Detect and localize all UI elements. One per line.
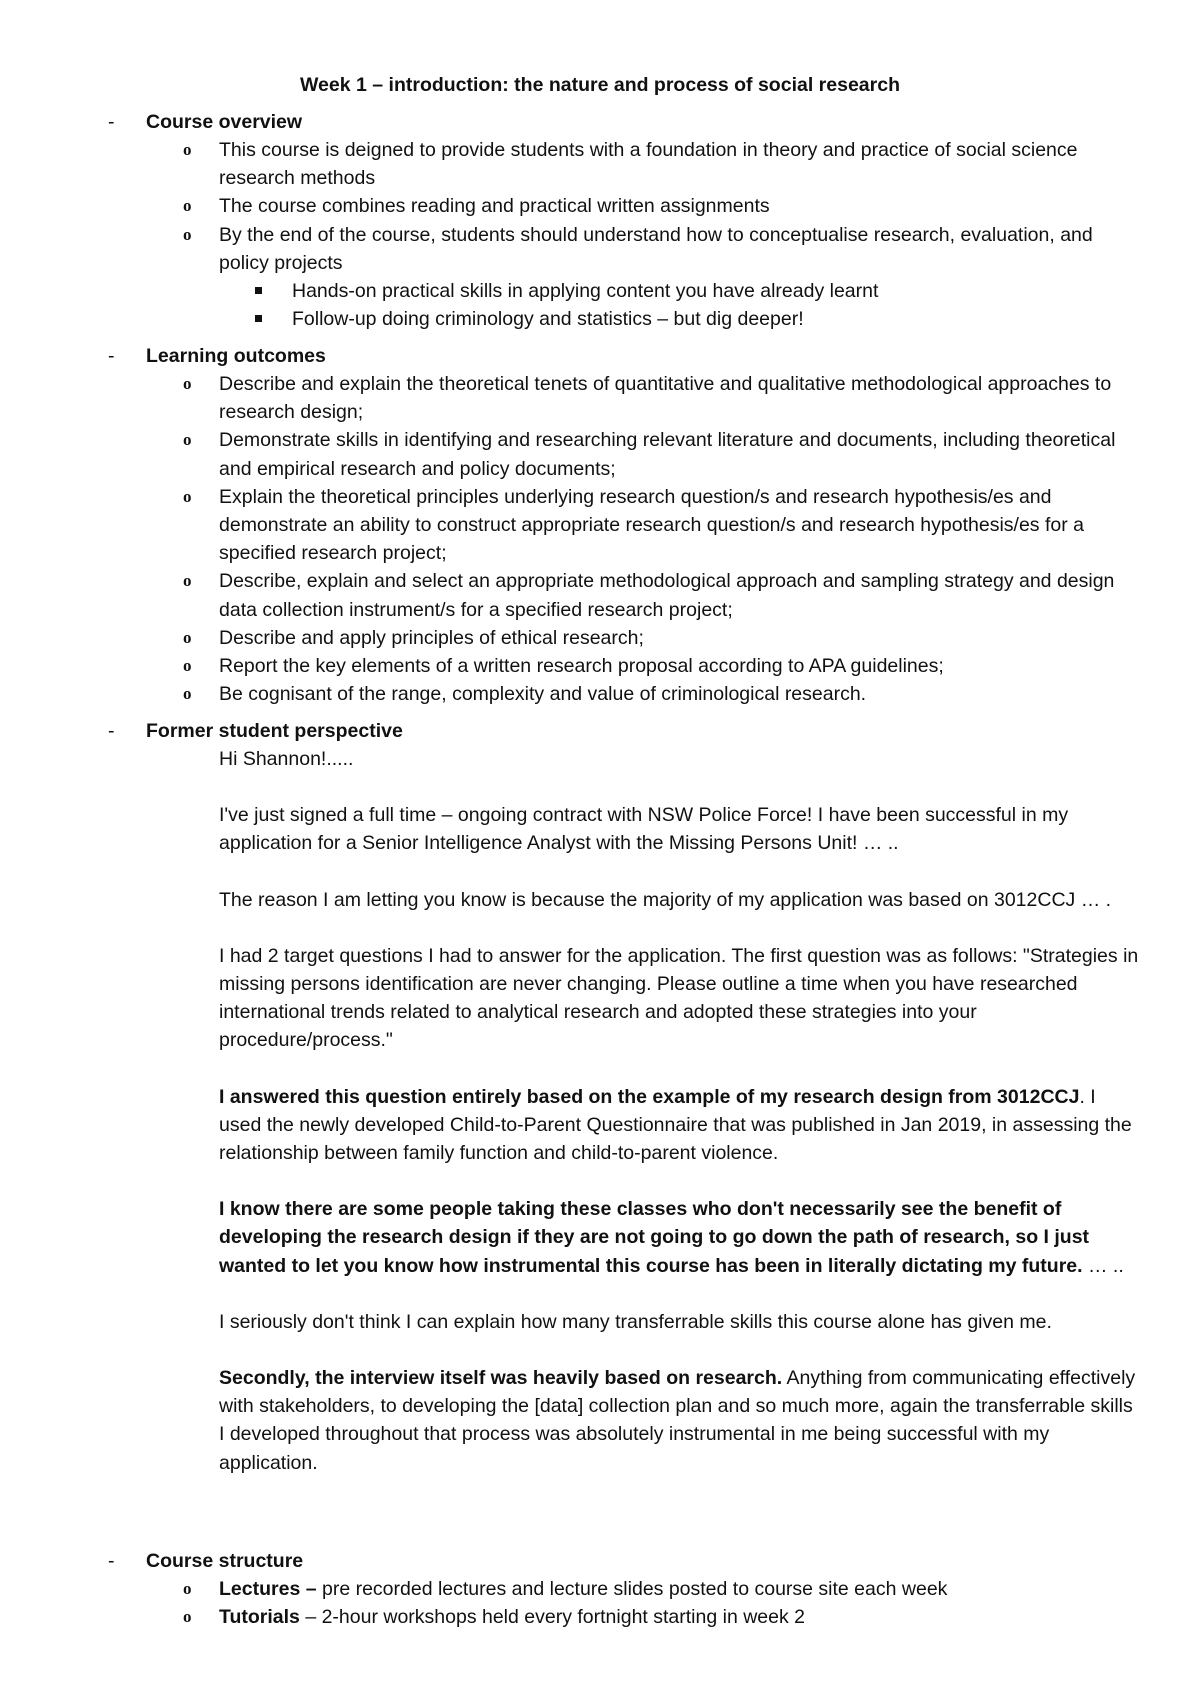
section-label: Learning outcomes xyxy=(146,345,326,367)
circle-bullet: o xyxy=(183,684,192,704)
list-item-heading: Tutorials xyxy=(219,1606,300,1629)
list-item-text: – 2-hour workshops held every fortnight starting in week 2 xyxy=(299,1606,806,1629)
section-course-structure xyxy=(0,1547,1200,1631)
list-item xyxy=(0,426,1200,482)
body-text: . I used the newly developed Child-to-Parent Questionnaire that was published in Jan 2019, in assessing the relationship between family function and child-to-parent violence. xyxy=(219,1085,1132,1165)
body-text: Anything from communicating effectively with stakeholders, to developing the [data] collection plan and so much more, again the transferrable skills I developed throughout that process was absolutely instrumental in me being successful with my application. xyxy=(219,1367,1136,1474)
circle-bullet: o xyxy=(183,374,192,393)
circle-bullet: o xyxy=(183,1579,192,1598)
sub-bullet-list xyxy=(0,277,1200,333)
section-label: Course structure xyxy=(146,1550,304,1572)
list-item-heading: Lectures – xyxy=(219,1578,317,1600)
sub-list-item-text: Hands-on practical skills in applying content you have already learnt xyxy=(292,280,879,303)
section-former-student-perspective xyxy=(0,717,1200,1477)
section-course-overview xyxy=(0,108,1200,333)
letter-paragraph xyxy=(219,1364,1140,1477)
emphasis-text: I know there are some people taking these classes who don't necessarily see the benefit of developing the research design if they are not going to go down the path of research, so I just wanted to let you know how instrumental this course has been in literally dictating my future. xyxy=(219,1198,1090,1277)
list-item xyxy=(0,136,1200,192)
list-item-text: Describe and explain the theoretical tenets of quantitative and qualitative methodological approaches to research design; xyxy=(219,373,1112,424)
circle-bullet: o xyxy=(183,656,192,676)
list-item-text: Describe, explain and select an appropriate methodological approach and sampling strategy and design data collection instrument/s for a specified research project; xyxy=(219,570,1115,621)
bullet-list xyxy=(0,136,1200,277)
list-item-text: Describe and apply principles of ethical research; xyxy=(219,626,644,649)
section-label: Course overview xyxy=(146,111,303,133)
letter-paragraph: I've just signed a full time – ongoing contract with NSW Police Force! I have been successful in my application for a Senior Intelligence Analyst with the Missing Persons Unit! … .. xyxy=(219,804,1069,855)
sub-list-item xyxy=(0,277,1200,305)
circle-bullet: o xyxy=(183,224,192,244)
list-item-text: By the end of the course, students should understand how to conceptualise research, evaluation, and policy projects xyxy=(219,223,1093,274)
letter-paragraph: The reason I am letting you know is because the majority of my application was based on 3012CCJ … . xyxy=(219,888,1112,911)
list-item-text: Demonstrate skills in identifying and researching relevant literature and documents, including theoretical and empirical research and policy documents; xyxy=(219,429,1116,480)
letter-paragraph xyxy=(219,1195,1140,1280)
list-item-text: Be cognisant of the range, complexity and value of criminological research. xyxy=(219,683,867,706)
circle-bullet: o xyxy=(183,571,192,591)
page-title: Week 1 – introduction: the nature and process of social research xyxy=(300,74,900,96)
section-heading xyxy=(0,717,1200,745)
circle-bullet: o xyxy=(183,430,192,450)
list-item-text: This course is deigned to provide students with a foundation in theory and practice of social science research methods xyxy=(219,139,1078,190)
section-heading xyxy=(0,1547,1200,1575)
circle-bullet: o xyxy=(183,1607,192,1627)
quoted-letter xyxy=(0,745,1200,1477)
section-learning-outcomes xyxy=(0,342,1200,708)
dash-bullet: - xyxy=(108,720,115,742)
bullet-list xyxy=(0,370,1200,708)
dash-bullet: - xyxy=(108,111,115,133)
list-item xyxy=(0,192,1200,220)
list-item xyxy=(0,567,1200,623)
letter-greeting: Hi Shannon!..... xyxy=(219,748,354,770)
list-item xyxy=(0,680,1200,708)
section-heading xyxy=(0,108,1200,136)
circle-bullet: o xyxy=(183,140,192,159)
circle-bullet: o xyxy=(183,486,192,506)
list-item-text: Explain the theoretical principles underlying research question/s and research hypothesis/es and demonstrate an ability to construct appropriate research question/s and research hypothesis/es for a specified research project; xyxy=(219,485,1084,565)
list-item xyxy=(0,483,1200,568)
emphasis-text: Secondly, the interview itself was heavily based on research. xyxy=(219,1367,783,1390)
section-label: Former student perspective xyxy=(146,720,403,742)
letter-paragraph: I had 2 target questions I had to answer for the application. The first question was as follows: "Strategies in missing persons identification are never changing. Please outline a time when you have researched international trends related to analytical research and adopted these strategies into your procedure/process." xyxy=(219,944,1139,1052)
list-item xyxy=(0,652,1200,680)
list-item xyxy=(0,1603,1200,1631)
dash-bullet: - xyxy=(108,345,115,367)
bullet-list xyxy=(0,1575,1200,1631)
letter-paragraph: I seriously don't think I can explain how many transferrable skills this course alone has given me. xyxy=(219,1310,1052,1333)
list-item-text: The course combines reading and practical written assignments xyxy=(219,195,770,218)
list-item xyxy=(0,624,1200,652)
letter-paragraph xyxy=(219,1083,1140,1168)
emphasis-text: I answered this question entirely based on the example of my research design from 3012CCJ xyxy=(219,1085,1080,1108)
circle-bullet: o xyxy=(183,627,192,647)
square-bullet xyxy=(255,315,262,322)
list-item xyxy=(0,221,1200,277)
circle-bullet: o xyxy=(183,196,192,216)
section-heading xyxy=(0,342,1200,370)
body-text: … .. xyxy=(1082,1254,1124,1277)
list-item xyxy=(0,370,1200,426)
sub-list-item xyxy=(0,305,1200,333)
list-item xyxy=(0,1575,1200,1603)
list-item-text: Report the key elements of a written research proposal according to APA guidelines; xyxy=(219,655,944,678)
sub-list-item-text: Follow-up doing criminology and statistics – but dig deeper! xyxy=(292,308,804,331)
dash-bullet: - xyxy=(108,1550,115,1572)
square-bullet xyxy=(255,287,262,294)
list-item-text: pre recorded lectures and lecture slides posted to course site each week xyxy=(316,1578,948,1600)
